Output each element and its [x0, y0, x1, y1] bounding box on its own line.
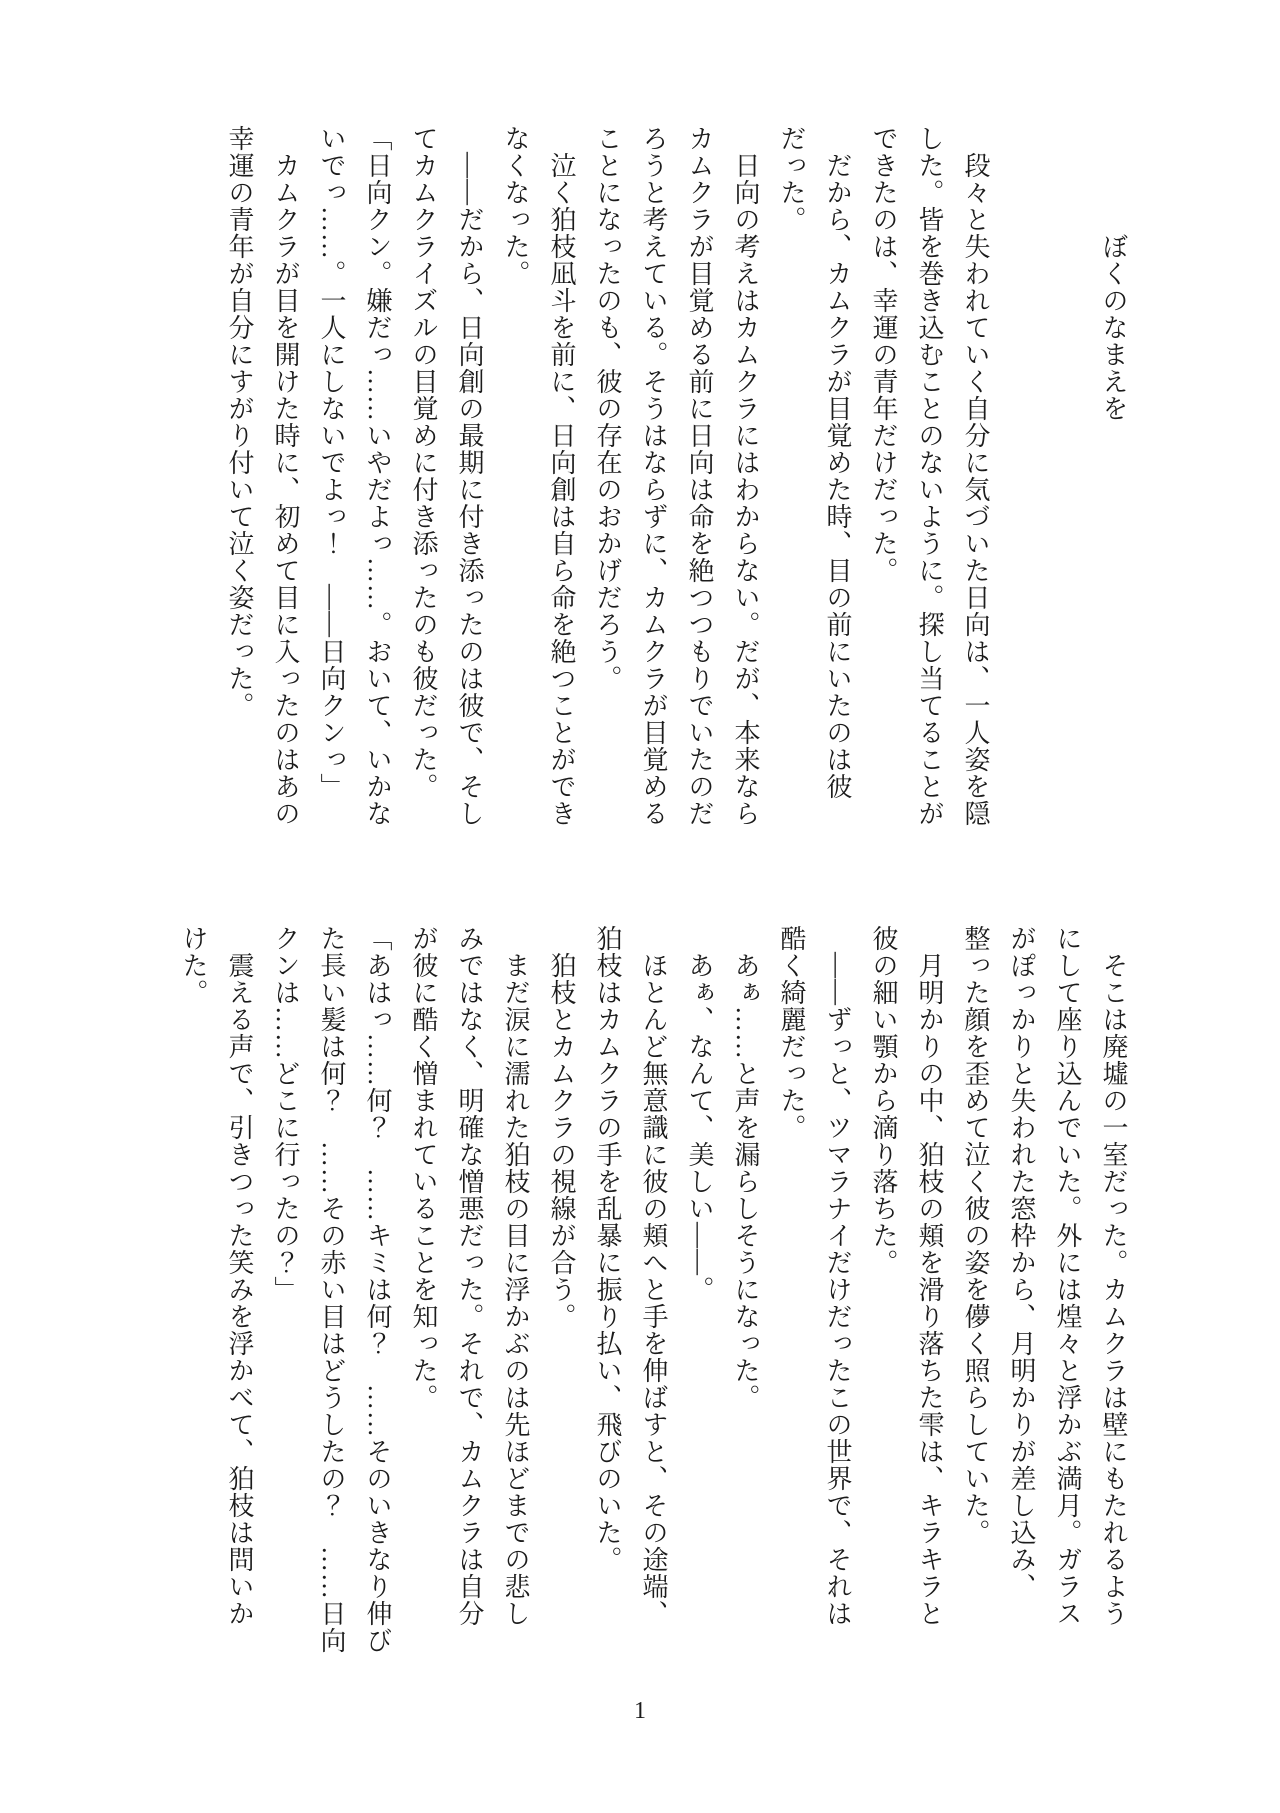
text-column: カムクラが目覚める前に日向は命を絶つつもりでいたのだ [685, 125, 714, 827]
text-column: が彼に酷く憎まれていることを知った。 [409, 925, 438, 1411]
text-column: 狛枝はカムクラの手を乱暴に振り払い、飛びのいた。 [593, 925, 622, 1573]
text-column: した。皆を巻き込むことのないように。探し当てることが [915, 125, 944, 827]
text-column: ――ずっと、ツマラナイだけだったこの世界で、それは [823, 925, 852, 1627]
text-column: なくなった。 [501, 125, 530, 287]
text-column: まだ涙に濡れた狛枝の目に浮かぶのは先ほどまでの悲し [501, 925, 530, 1627]
text-column: 月明かりの中、狛枝の頬を滑り落ちた雫は、キラキラと [915, 925, 944, 1627]
text-column: 整った顔を歪めて泣く彼の姿を儚く照らしていた。 [961, 925, 990, 1546]
page-number: 1 [634, 1698, 646, 1724]
story-title: ぼくのなまえを [1099, 125, 1128, 422]
text-column: 泣く狛枝凪斗を前に、日向創は自ら命を絶つことができ [547, 125, 576, 827]
text-column: だから、カムクラが目覚めた時、目の前にいたのは彼 [823, 125, 852, 800]
text-column: いでっ……。一人にしないでよっ！ ――日向クンっ」 [317, 125, 346, 800]
text-column: がぽっかりと失われた窓枠から、月明かりが差し込み、 [1007, 925, 1036, 1600]
text-column: 「日向クン。嫌だっ……いやだよっ……。おいて、いかな [363, 125, 392, 827]
text-column: 段々と失われていく自分に気づいた日向は、一人姿を隠 [961, 125, 990, 827]
text-column: てカムクライズルの目覚めに付き添ったのも彼だった。 [409, 125, 438, 800]
text-column: ことになったのも、彼の存在のおかげだろう。 [593, 125, 622, 692]
text-column: そこは廃墟の一室だった。カムクラは壁にもたれるよう [1099, 925, 1128, 1627]
text-column: ――だから、日向創の最期に付き添ったのは彼で、そし [455, 125, 484, 827]
text-column: あぁ……と声を漏らしそうになった。 [731, 925, 760, 1411]
text-column: 「あはっ……何？ ……キミは何？ ……そのいきなり伸び [363, 925, 392, 1654]
text-column: クンは……どこに行ったの？」 [271, 925, 300, 1303]
text-block-bottom [170, 925, 1136, 1685]
text-column: みではなく、明確な憎悪だった。それで、カムクラは自分 [455, 925, 484, 1627]
text-column: ほとんど無意識に彼の頬へと手を伸ばすと、その途端、 [639, 925, 668, 1627]
text-column: 狛枝とカムクラの視線が合う。 [547, 925, 576, 1330]
text-column: 日向の考えはカムクラにはわからない。だが、本来なら [731, 125, 760, 827]
text-block-top [216, 125, 1136, 885]
text-column: た長い髪は何？ ……その赤い目はどうしたの？ ……日向 [317, 925, 346, 1654]
text-column: カムクラが目を開けた時に、初めて目に入ったのはあの [271, 125, 300, 827]
text-column: けた。 [179, 925, 208, 1006]
text-column: にして座り込んでいた。外には煌々と浮かぶ満月。ガラス [1053, 925, 1082, 1627]
text-column: 震える声で、引きつった笑みを浮かべて、狛枝は問いか [225, 925, 254, 1627]
text-column: 彼の細い顎から滴り落ちた。 [869, 925, 898, 1276]
text-column: あぁ、なんて、美しい――。 [685, 925, 714, 1303]
text-column: できたのは、幸運の青年だけだった。 [869, 125, 898, 584]
text-column: だった。 [777, 125, 806, 233]
text-column: 酷く綺麗だった。 [777, 925, 806, 1141]
text-column: 幸運の青年が自分にすがり付いて泣く姿だった。 [225, 125, 254, 719]
text-column: ろうと考えている。そうはならずに、カムクラが目覚める [639, 125, 668, 827]
